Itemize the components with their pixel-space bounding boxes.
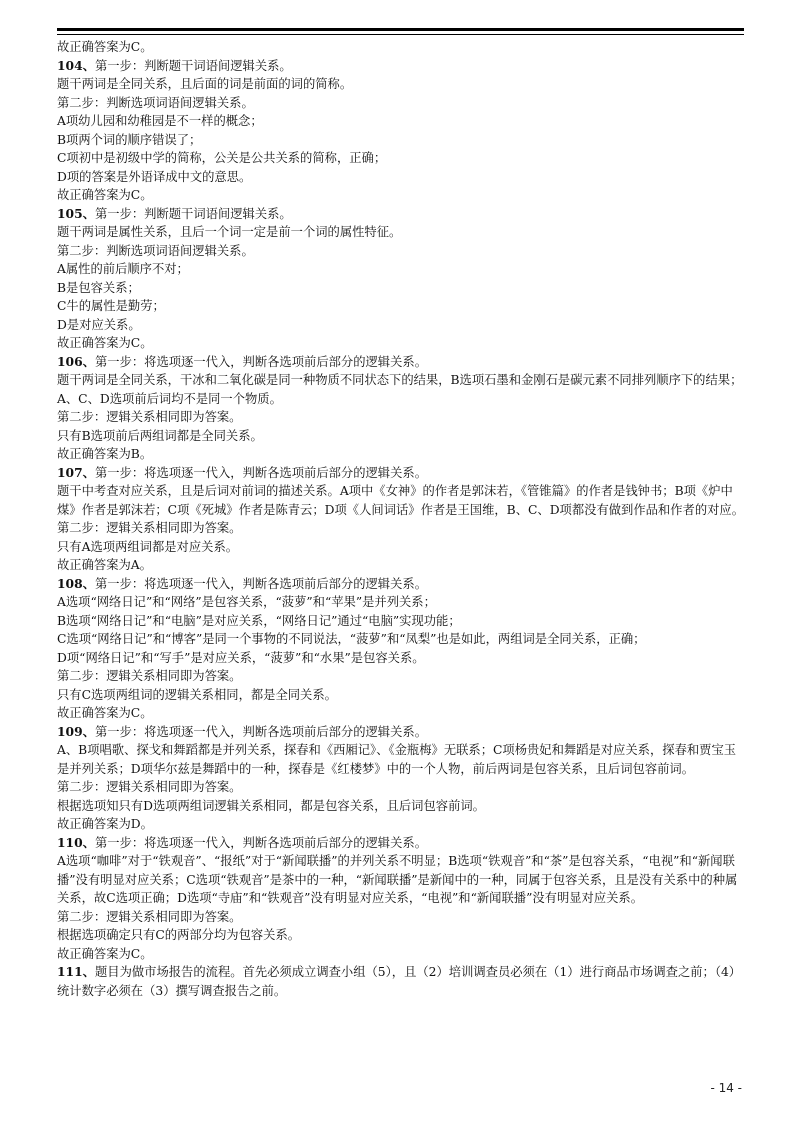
line-text: C选项“网络日记”和“博客”是同一个事物的不同说法，“菠萝”和“凤梨”也是如此，两组词是全同关系，正确； [57, 632, 646, 646]
text-line [57, 94, 747, 113]
text-line [57, 926, 747, 945]
text-line [57, 316, 747, 335]
text-line [57, 38, 747, 57]
text-line [57, 852, 747, 908]
question-number: 106、 [57, 353, 95, 369]
line-text: 第一步：将选项逐一代入，判断各选项前后部分的逻辑关系。 [94, 465, 427, 480]
line-text: C项初中是初级中学的简称，公关是公共关系的简称，正确； [57, 151, 387, 165]
text-line [57, 741, 747, 778]
text-line [57, 519, 747, 538]
text-line [57, 686, 747, 705]
question-number: 110、 [57, 834, 95, 850]
line-text: D是对应关系。 [57, 317, 141, 332]
line-text: C牛的属性是勤劳； [57, 299, 165, 313]
line-text: 只有C选项两组词的逻辑关系相同，都是全同关系。 [57, 687, 337, 702]
line-text: 第一步：判断题干词语间逻辑关系。 [94, 206, 292, 221]
line-text: 只有B选项前后两组词都是全同关系。 [57, 428, 263, 443]
question-start-line [57, 205, 747, 224]
question-start-line [57, 575, 747, 594]
text-line [57, 778, 747, 797]
line-text: D项“网络日记”和“写手”是对应关系，“菠萝”和“水果”是包容关系。 [57, 650, 425, 665]
line-text: A、B项唱歌、探戈和舞蹈都是并列关系，探春和《西厢记》、《金瓶梅》无联系；C项杨贵妃和舞蹈是对应关系，探春和贾宝玉是并列关系；D项华尔兹是舞蹈中的一种，探春是《红楼梦》中的一个人物，前后两词是包容关系，且后词包容前词。 [57, 743, 737, 776]
line-text: A属性的前后顺序不对； [57, 262, 189, 276]
text-line [57, 445, 747, 464]
line-text: 第二步：判断选项词语间逻辑关系。 [57, 243, 254, 258]
text-line [57, 279, 747, 298]
line-text: 第二步：逻辑关系相同即为答案。 [57, 909, 242, 924]
line-text: 故正确答案为C。 [57, 336, 153, 350]
text-line [57, 297, 747, 316]
line-text: 故正确答案为C。 [57, 706, 153, 720]
text-line [57, 556, 747, 575]
question-number: 111、 [57, 964, 95, 979]
line-text: 第二步：逻辑关系相同即为答案。 [57, 521, 242, 535]
question-start-line [57, 723, 747, 742]
line-text: 第一步：将选项逐一代入，判断各选项前后部分的逻辑关系。 [94, 835, 427, 850]
text-line [57, 112, 747, 131]
line-text: 故正确答案为D。 [57, 817, 153, 831]
line-text: A项幼儿园和幼稚园是不一样的概念； [57, 114, 263, 128]
text-line [57, 242, 747, 261]
line-text: 根据选项知只有D选项两组词逻辑关系相同，都是包容关系，且后词包容前词。 [57, 798, 485, 813]
header-rule-thin [57, 34, 744, 35]
line-text: 题干两词是属性关系，且后一个词一定是前一个词的属性特征。 [57, 225, 402, 239]
question-start-line [57, 834, 747, 853]
line-text: B选项“网络日记”和“电脑”是对应关系，“网络日记”通过“电脑”实现功能； [57, 613, 461, 628]
line-text: 第二步：逻辑关系相同即为答案。 [57, 669, 242, 683]
text-line [57, 186, 747, 205]
text-line [57, 630, 747, 649]
header-rule-thick [57, 28, 744, 31]
text-line [57, 667, 747, 686]
line-text: 第二步：逻辑关系相同即为答案。 [57, 410, 242, 424]
question-start-line [57, 57, 747, 76]
text-line [57, 168, 747, 187]
line-text: 第一步：判断题干词语间逻辑关系。 [94, 58, 292, 73]
line-text: 第一步：将选项逐一代入，判断各选项前后部分的逻辑关系。 [94, 724, 427, 739]
text-line [57, 131, 747, 150]
line-text: 根据选项确定只有C的两部分均为包容关系。 [57, 928, 301, 942]
text-line [57, 149, 747, 168]
line-text: 故正确答案为C。 [57, 188, 153, 202]
text-line [57, 908, 747, 927]
text-line [57, 538, 747, 557]
line-text: 题干两词是全同关系，干冰和二氧化碳是同一种物质不同状态下的结果，B选项石墨和金刚石是碳元素不同排列顺序下的结果；A、C、D选项前后词均不是同一个物质。 [57, 373, 743, 406]
question-number: 108、 [57, 575, 95, 591]
line-text: B是包容关系； [57, 280, 140, 295]
question-start-line [57, 464, 747, 483]
line-text: A选项“网络日记”和“网络”是包容关系，“菠萝”和“苹果”是并列关系； [57, 595, 436, 609]
text-line [57, 612, 747, 631]
text-line [57, 75, 747, 94]
question-number: 105、 [57, 205, 95, 221]
line-text: 故正确答案为A。 [57, 558, 152, 572]
line-text: 题干中考查对应关系，且是后词对前词的描述关系。A项中《女神》的作者是郭沫若，《管锥篇》的作者是钱钟书；B项《炉中煤》作者是郭沫若；C项《死城》作者是陈青云；D项《人间词话》作者是王国维，B、C、D项都没有做到作品和作者的对应。 [57, 484, 745, 517]
line-text: 第二步：逻辑关系相同即为答案。 [57, 780, 242, 794]
text-line [57, 704, 747, 723]
text-line [57, 408, 747, 427]
text-line [57, 334, 747, 353]
question-start-line [57, 353, 747, 372]
question-start-line [57, 963, 747, 1000]
question-number: 104、 [57, 57, 95, 73]
line-text: B项两个词的顺序错误了； [57, 132, 202, 147]
text-line [57, 371, 747, 408]
line-text: D项的答案是外语译成中文的意思。 [57, 169, 252, 184]
line-text: 只有A选项两组词都是对应关系。 [57, 539, 239, 554]
line-text: 题目为做市场报告的流程。首先必须成立调查小组（5），且（2）培训调查员必须在（1）进行商品市场调查之前；（4）统计数字必须在（3）撰写调查报告之前。 [57, 965, 742, 998]
line-text: 故正确答案为C。 [57, 946, 153, 961]
text-line [57, 223, 747, 242]
line-text: 故正确答案为C。 [57, 40, 153, 54]
text-line [57, 593, 747, 612]
line-text: 第一步：将选项逐一代入，判断各选项前后部分的逻辑关系。 [94, 354, 427, 369]
line-text: 第一步：将选项逐一代入，判断各选项前后部分的逻辑关系。 [94, 576, 427, 591]
text-line [57, 482, 747, 519]
text-line [57, 260, 747, 279]
text-line [57, 815, 747, 834]
line-text: 故正确答案为B。 [57, 447, 153, 461]
line-text: A选项“咖啡”对于“铁观音”、“报纸”对于“新闻联播”的并列关系不明显；B选项“铁观音”和“茶”是包容关系，“电视”和“新闻联播”没有明显对应关系；C选项“铁观音”是茶中的一种，“新闻联播”是新闻中的一种，同属于包容关系，且是没有关系中的种属关系，故C选项正确；D选项“寺庙”和“铁观音”没有明显对应关系，“电视”和“新闻联播”没有明显对应关系。 [57, 854, 738, 905]
line-text: 第二步：判断选项词语间逻辑关系。 [57, 95, 254, 110]
text-line [57, 945, 747, 964]
question-number: 109、 [57, 723, 95, 739]
question-number: 107、 [57, 464, 95, 480]
text-line [57, 649, 747, 668]
text-line [57, 797, 747, 816]
line-text: 题干两词是全同关系，且后面的词是前面的词的简称。 [57, 77, 353, 91]
page-number: - 14 - [710, 1081, 742, 1095]
answer-explanations [57, 38, 747, 1000]
text-line [57, 427, 747, 446]
